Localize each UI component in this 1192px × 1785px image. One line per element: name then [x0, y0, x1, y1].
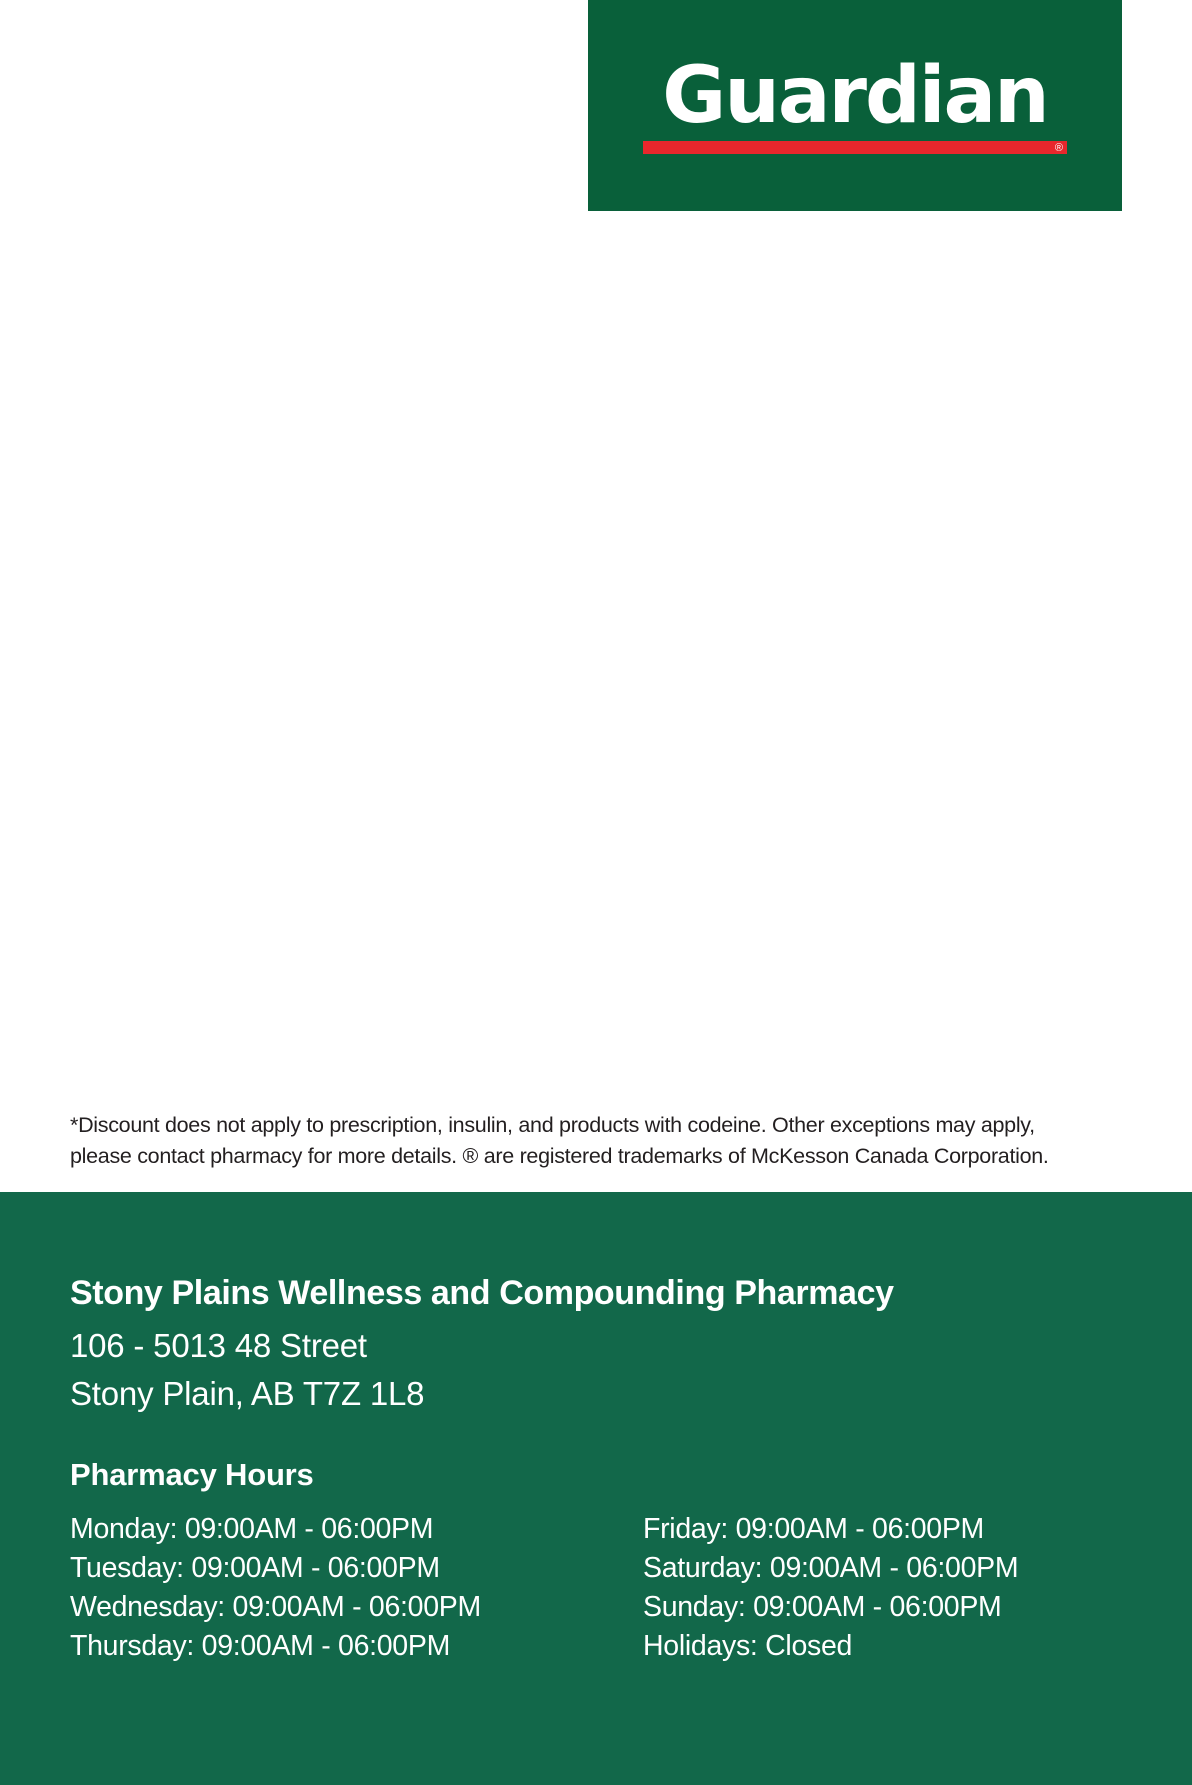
store-info-footer — [0, 1192, 1192, 1785]
hours-row: Monday: 09:00AM - 06:00PM — [70, 1513, 434, 1545]
hours-row: Tuesday: 09:00AM - 06:00PM — [70, 1552, 440, 1584]
store-address-line-2: Stony Plain, AB T7Z 1L8 — [70, 1375, 425, 1412]
pharmacy-hours-title: Pharmacy Hours — [70, 1457, 314, 1492]
hours-row: Friday: 09:00AM - 06:00PM — [643, 1513, 984, 1545]
hours-row: Wednesday: 09:00AM - 06:00PM — [70, 1591, 481, 1623]
brand-wordmark: Guardian — [662, 51, 1048, 141]
hours-row: Holidays: Closed — [643, 1630, 853, 1662]
store-name: Stony Plains Wellness and Compounding Pharmacy — [70, 1274, 894, 1312]
pharmacy-hours-left-column — [70, 1510, 481, 1666]
hours-row: Saturday: 09:00AM - 06:00PM — [643, 1552, 1019, 1584]
brand-logo-block — [588, 0, 1122, 211]
brand-underline-rule — [643, 141, 1067, 154]
disclaimer-line-2: please contact pharmacy for more details. ® are registered trademarks of McKesson Canada Corporation. — [70, 1143, 1049, 1168]
disclaimer-text — [70, 1110, 1118, 1171]
store-address-line-1: 106 - 5013 48 Street — [70, 1327, 367, 1364]
hours-row: Sunday: 09:00AM - 06:00PM — [643, 1591, 1002, 1623]
disclaimer-line-1: *Discount does not apply to prescription, insulin, and products with codeine. Other exceptions may apply, — [70, 1113, 1035, 1137]
registered-trademark-icon: ® — [1054, 142, 1063, 154]
pharmacy-hours-right-column — [643, 1510, 1018, 1666]
hours-row: Thursday: 09:00AM - 06:00PM — [70, 1630, 451, 1662]
